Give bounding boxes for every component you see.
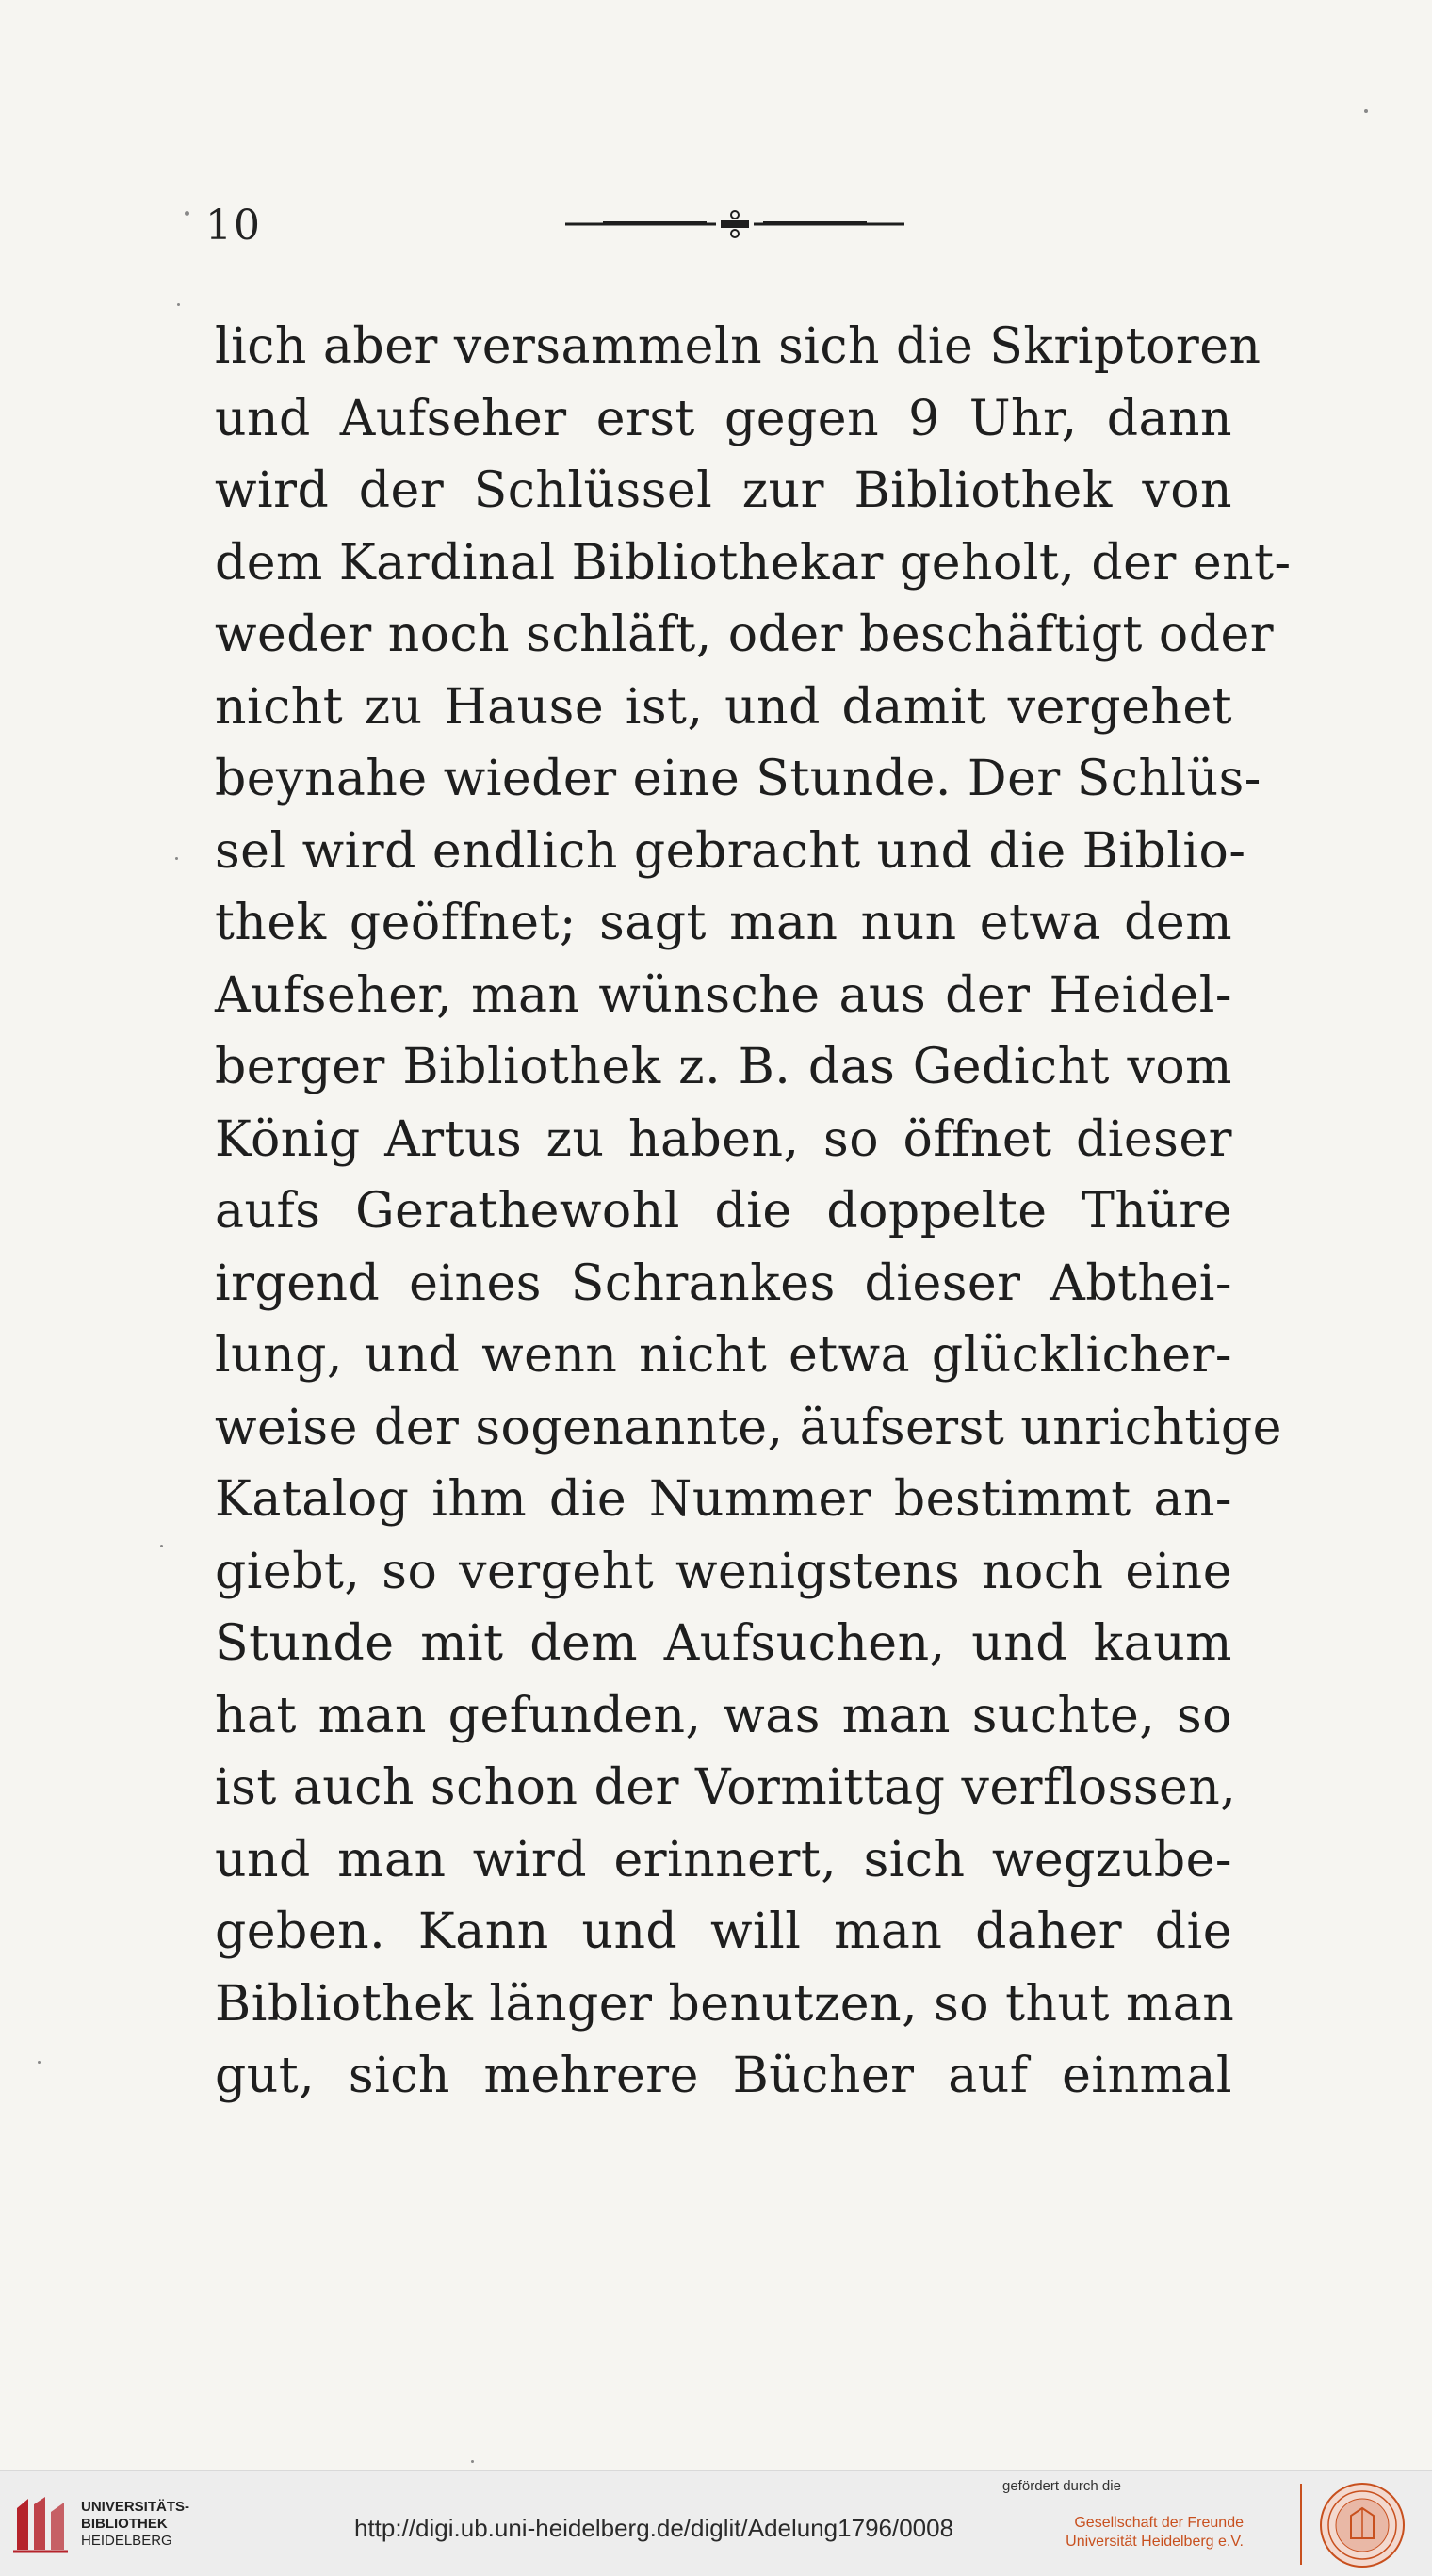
text-line: aufs Gerathewohl die doppelte Thüre <box>215 1183 1232 1239</box>
text-line: König Artus zu haben, so öffnet dieser <box>215 1110 1232 1168</box>
body-text <box>215 311 1292 2113</box>
paper-speck <box>175 857 178 860</box>
paper-speck <box>471 2460 474 2463</box>
sponsor-name-line1: Gesellschaft der Freunde <box>1074 2515 1244 2531</box>
text-line: Bibliothek länger benutzen, so thut man <box>215 1975 1235 2033</box>
text-line: gut, sich mehrere Bücher auf einmal <box>215 2048 1232 2104</box>
library-name-line1: UNIVERSITÄTS- <box>81 2499 190 2515</box>
text-line: geben. Kann und will man daher die <box>215 1904 1232 1960</box>
ub-heidelberg-logo-icon[interactable] <box>13 2495 68 2553</box>
text-line: dem Kardinal Bibliothekar geholt, der ent- <box>215 534 1292 591</box>
library-name-line2: BIBLIOTHEK <box>81 2516 168 2532</box>
text-line: lung, und wenn nicht etwa glücklicher- <box>215 1327 1232 1384</box>
text-line: berger Bibliothek z. B. das Gedicht vom <box>215 1039 1232 1095</box>
sponsor-credit <box>999 2478 1244 2552</box>
text-line: beynahe wieder eine Stunde. Der Schlüs- <box>215 751 1261 807</box>
university-seal-icon[interactable] <box>1319 2482 1406 2568</box>
text-line: und man wird erinnert, sich wegzube- <box>215 1831 1232 1888</box>
sponsor-name-line2: Universität Heidelberg e.V. <box>1066 2534 1244 2550</box>
sponsor-divider <box>1300 2484 1302 2565</box>
text-line: hat man gefunden, was man suchte, so <box>215 1687 1232 1744</box>
text-line: weise der sogenannte, äufserst unrichtige <box>215 1399 1282 1456</box>
text-line: nicht zu Hause ist, und damit vergehet <box>215 678 1232 736</box>
text-line: ist auch schon der Vormittag verflossen, <box>215 1759 1237 1816</box>
sponsor-by-label: gefördert durch die <box>1002 2478 1121 2494</box>
text-line: und Aufseher erst gegen 9 Uhr, dann <box>215 390 1232 447</box>
text-line: Katalog ihm die Nummer bestimmt an- <box>215 1471 1232 1528</box>
viewer-footer <box>0 2470 1432 2576</box>
text-line: weder noch schläft, oder beschäftigt oder <box>215 607 1275 663</box>
permalink-url[interactable]: http://digi.ub.uni-heidelberg.de/diglit/Adelung1796/0008 <box>354 2514 954 2542</box>
text-line: wird der Schlüssel zur Bibliothek von <box>215 462 1232 519</box>
text-line: Aufseher, man wünsche aus der Heidel- <box>215 966 1232 1024</box>
page-number: 10 <box>205 202 262 250</box>
paper-speck <box>38 2061 41 2064</box>
text-line: thek geöffnet; sagt man nun etwa dem <box>215 895 1232 951</box>
text-line: lich aber versammeln sich die Skriptoren <box>215 318 1261 375</box>
text-line: irgend eines Schrankes dieser Abthei- <box>215 1255 1232 1312</box>
text-line: sel wird endlich gebracht und die Biblio- <box>215 822 1246 880</box>
printer-ornament-rule <box>565 207 904 241</box>
library-name <box>81 2499 189 2550</box>
paper-speck <box>177 303 180 306</box>
library-name-line3: HEIDELBERG <box>81 2533 172 2549</box>
text-line: giebt, so vergeht wenigstens noch eine <box>215 1543 1232 1600</box>
paper-speck <box>185 211 189 216</box>
paper-speck <box>160 1545 163 1547</box>
text-line: Stunde mit dem Aufsuchen, und kaum <box>215 1615 1232 1672</box>
paper-speck <box>1364 109 1368 113</box>
